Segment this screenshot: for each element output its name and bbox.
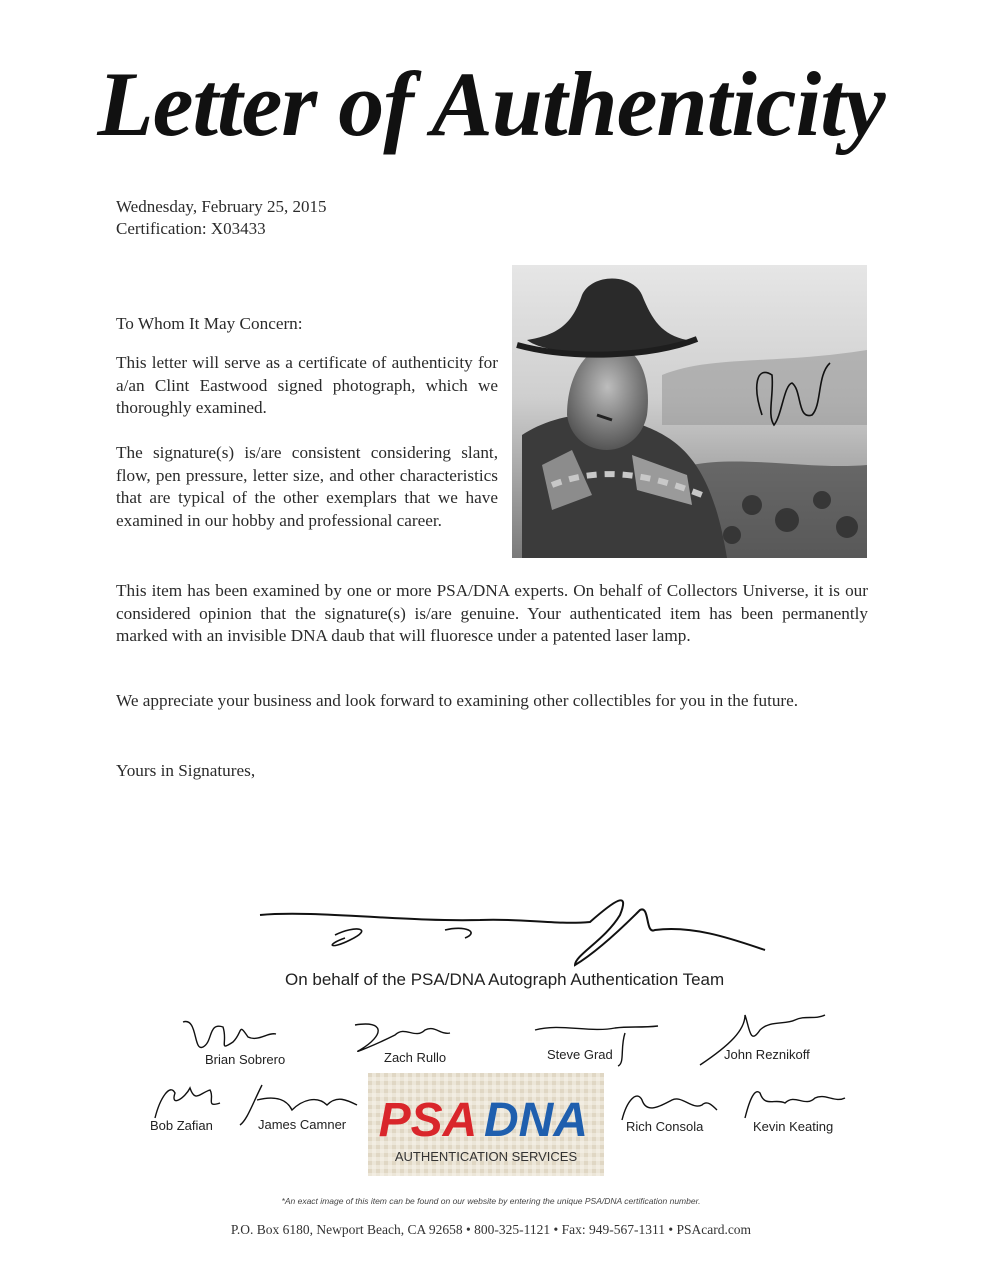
paragraph-opinion: This item has been examined by one or more PSA/DNA experts. On behalf of Collectors Universe, it is our considered opinion that the signature(s) is/are genuine. Your authenticated item has been permanently marked with an invisible DNA daub that will fluoresce under a patented laser lamp. (116, 581, 868, 645)
closing: Yours in Signatures, (116, 761, 256, 780)
staff-name-john-reznikoff: John Reznikoff (724, 1047, 810, 1062)
letter-title (0, 35, 982, 175)
title-text: Letter of Authenticity (97, 53, 885, 155)
staff-name-kevin-keating: Kevin Keating (753, 1119, 834, 1134)
psa-dna-logo (368, 1073, 604, 1176)
contact-address: P.O. Box 6180, Newport Beach, CA 92658 • 800-325-1121 • Fax: 949-567-1311 • PSAcard.com (230, 1222, 752, 1237)
logo-dna-text: DNA (484, 1094, 588, 1147)
logo-psa-text: PSA (378, 1094, 478, 1147)
salutation: To Whom It May Concern: (116, 314, 303, 333)
letter-date: Wednesday, February 25, 2015 (116, 197, 327, 216)
staff-name-steve-grad: Steve Grad (547, 1047, 613, 1062)
paragraph-analysis: The signature(s) is/are consistent considering slant, flow, pen pressure, letter size, and other characteristics that are typical of the other exemplars that we have examined in our hobby and professional career. (116, 443, 498, 530)
staff-name-bob-zafian: Bob Zafian (150, 1118, 213, 1133)
staff-signature (735, 1083, 850, 1123)
staff-name-zach-rullo: Zach Rullo (384, 1050, 447, 1065)
staff-name-james-camner: James Camner (258, 1117, 347, 1132)
certification-number: Certification: X03433 (116, 219, 266, 238)
team-line: On behalf of the PSA/DNA Autograph Authentication Team (285, 970, 725, 989)
signed-photograph (512, 265, 867, 558)
staff-name-brian-sobrero: Brian Sobrero (205, 1052, 286, 1067)
paragraph-appreciation: We appreciate your business and look forward to examining other collectibles for you in the future. (116, 691, 799, 710)
staff-name-rich-consola: Rich Consola (626, 1119, 704, 1134)
website-footnote: *An exact image of this item can be found on our website by entering the unique PSA/DNA certification number. (281, 1196, 701, 1206)
paragraph-intro: This letter will serve as a certificate of authenticity for a/an Clint Eastwood signed photograph, which we thoroughly examined. (116, 353, 498, 417)
main-signature (255, 880, 770, 975)
logo-subtitle: AUTHENTICATION SERVICES (394, 1149, 578, 1164)
staff-signature (140, 1078, 225, 1123)
